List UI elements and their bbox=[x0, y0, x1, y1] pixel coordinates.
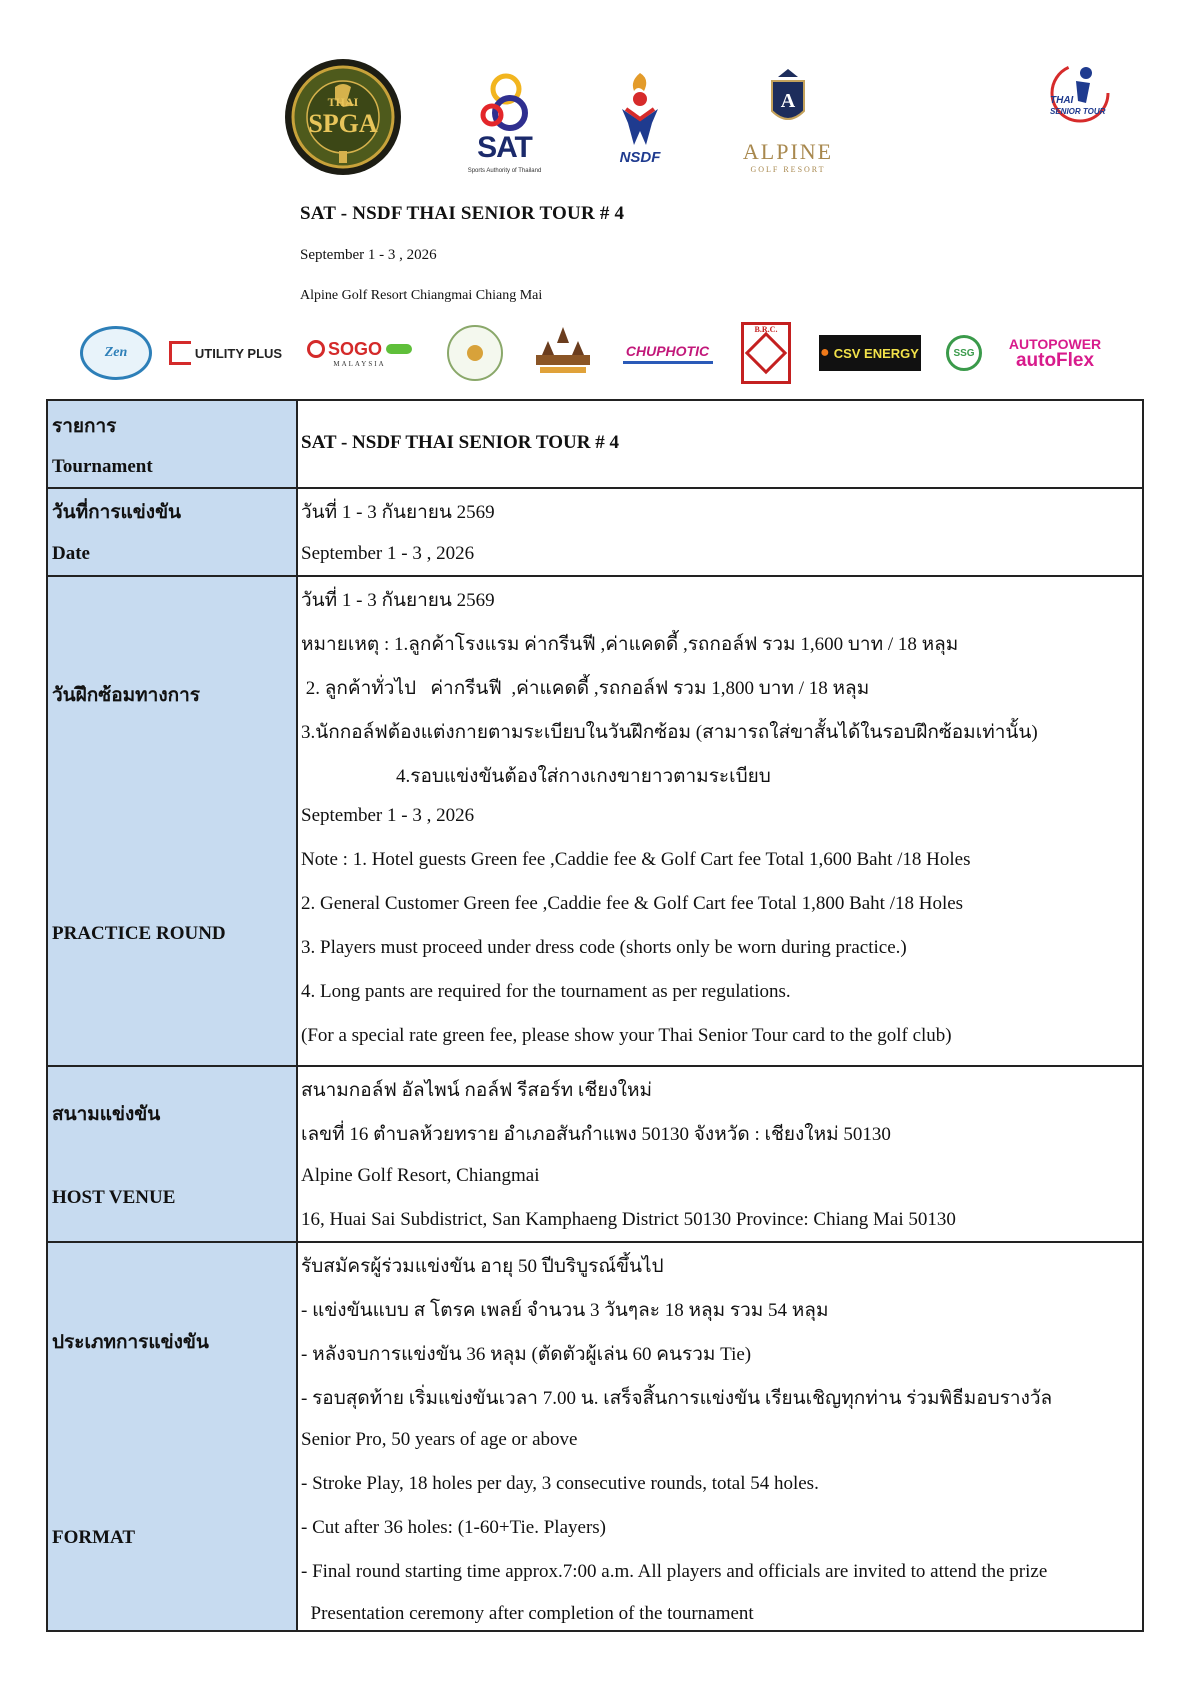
practice-line: หมายเหตุ : 1.ลูกค้าโรงแรม ค่ากรีนฟี ,ค่าแคดดี้ ,รถกอล์ฟ รวม 1,600 บาท / 18 หลุม bbox=[301, 634, 959, 655]
alpine-subtitle: GOLF RESORT bbox=[750, 165, 826, 174]
brc-logo bbox=[738, 318, 794, 388]
sogo-logo bbox=[302, 318, 417, 388]
spga-line1: THAI bbox=[327, 95, 359, 109]
sogo-leaf bbox=[386, 344, 412, 354]
sogo-subtitle: MALAYSIA bbox=[333, 359, 386, 368]
format-line: - Cut after 36 holes: (1-60+Tie. Players) bbox=[301, 1517, 606, 1538]
event-venue: Alpine Golf Resort Chiangmai Chiang Mai bbox=[300, 288, 543, 303]
csv-energy-logo bbox=[817, 318, 922, 388]
flame-icon: ● bbox=[820, 344, 830, 361]
format-line: - Stroke Play, 18 holes per day, 3 consecutive rounds, total 54 holes. bbox=[301, 1473, 819, 1494]
csv-wordmark: CSV ENERGY bbox=[833, 345, 919, 361]
format-line: Senior Pro, 50 years of age or above bbox=[301, 1429, 578, 1450]
practice-line: 3. Players must proceed under dress code (shorts only be worn during practice.) bbox=[301, 937, 907, 958]
practice-label-en: PRACTICE ROUND bbox=[52, 923, 226, 944]
practice-line: (For a special rate green fee, please show your Thai Senior Tour card to the golf club) bbox=[301, 1025, 952, 1046]
tournament-info-table bbox=[46, 399, 1144, 1632]
date-label-en: Date bbox=[52, 543, 90, 564]
tournament-label-en: Tournament bbox=[52, 456, 153, 477]
svg-text:A: A bbox=[780, 90, 796, 112]
row-practice-round bbox=[48, 577, 1142, 1067]
venue-line: สนามกอล์ฟ อัลไพน์ กอล์ฟ รีสอร์ท เชียงใหม่ bbox=[301, 1080, 652, 1101]
venue-line: เลขที่ 16 ตำบลห้วยทราย อำเภอสันกำแพง 50130 จังหวัด : เชียงใหม่ 50130 bbox=[301, 1124, 891, 1145]
utility-plus-logo bbox=[168, 318, 283, 388]
row-format bbox=[48, 1243, 1142, 1630]
practice-line: 3.นักกอล์ฟต้องแต่งกายตามระเบียบในวันฝึกซ้อม (สามารถใส่ขาสั้นได้ในรอบฝึกซ้อมเท่านั้น) bbox=[301, 722, 1038, 743]
practice-line: วันที่ 1 - 3 กันยายน 2569 bbox=[301, 590, 495, 611]
autopower-wordmark: AUTOPOWER bbox=[1008, 335, 1102, 352]
row-venue-value-cell bbox=[298, 1067, 1142, 1241]
date-label-th: วันที่การแข่งขัน bbox=[52, 502, 182, 523]
row-date-label-cell bbox=[48, 489, 298, 575]
practice-line: Note : 1. Hotel guests Green fee ,Caddie fee & Golf Cart fee Total 1,600 Baht /18 Holes bbox=[301, 849, 971, 870]
alpine-wordmark: ALPINE bbox=[742, 139, 834, 164]
chuphotic-wordmark: CHUPHOTIC bbox=[625, 342, 710, 359]
header-logos bbox=[0, 55, 1200, 185]
venue-label-en: HOST VENUE bbox=[52, 1187, 176, 1208]
autopower-autoflex-logo bbox=[1000, 318, 1110, 388]
row-practice-value-cell bbox=[298, 577, 1142, 1065]
zen-wordmark: Zen bbox=[104, 345, 128, 360]
practice-label-th: วันฝึกซ้อมทางการ bbox=[52, 685, 200, 706]
chuphotic-logo bbox=[615, 318, 720, 388]
alpine-logo bbox=[738, 67, 838, 182]
tournament-label-th: รายการ bbox=[52, 416, 117, 437]
venue-label-th: สนามแข่งขัน bbox=[52, 1104, 161, 1125]
row-date bbox=[48, 489, 1142, 577]
sogo-wordmark: SOGO bbox=[327, 338, 382, 359]
ssg-logo bbox=[938, 318, 990, 388]
format-line: - แข่งขันแบบ ส โตรค เพลย์ จำนวน 3 วันๆละ 18 หลุม รวม 54 หลุม bbox=[301, 1300, 829, 1321]
row-tournament-label-cell bbox=[48, 401, 298, 487]
ssg-wordmark: SSG bbox=[953, 347, 975, 359]
format-line: รับสมัครผู้ร่วมแข่งขัน อายุ 50 ปีบริบูรณ์ขึ้นไป bbox=[301, 1256, 664, 1277]
practice-line: 4. Long pants are required for the tournament as per regulations. bbox=[301, 981, 791, 1002]
autoflex-wordmark: autoFlex bbox=[1015, 349, 1095, 371]
row-tournament bbox=[48, 401, 1142, 489]
sogo-mark bbox=[307, 340, 325, 358]
row-tournament-value-cell bbox=[298, 401, 1142, 487]
practice-line: 2. General Customer Green fee ,Caddie fee & Golf Cart fee Total 1,800 Baht /18 Holes bbox=[301, 893, 964, 914]
thai-spga-logo bbox=[283, 57, 403, 177]
format-line: - หลังจบการแข่งขัน 36 หลุม (ตัดตัวผู้เล่น 60 คนรวม Tie) bbox=[301, 1344, 752, 1365]
tst-line2: SENIOR TOUR bbox=[1050, 107, 1106, 116]
nsdf-wordmark: NSDF bbox=[619, 149, 661, 166]
practice-line: September 1 - 3 , 2026 bbox=[301, 805, 475, 826]
row-format-value-cell bbox=[298, 1243, 1142, 1630]
sat-logo bbox=[462, 71, 547, 181]
practice-line: 2. ลูกค้าทั่วไป ค่ากรีนฟี ,ค่าแคดดี้ ,รถกอล์ฟ รวม 1,800 บาท / 18 หลุม bbox=[301, 678, 870, 699]
format-line: - Final round starting time approx.7:00 a.m. All players and officials are invited to attend the prize bbox=[301, 1561, 1048, 1582]
tournament-value: SAT - NSDF THAI SENIOR TOUR # 4 bbox=[301, 432, 619, 453]
chuphotic-underline bbox=[623, 361, 713, 364]
brc-mark bbox=[745, 332, 787, 374]
format-line: - รอบสุดท้าย เริ่มแข่งขันเวลา 7.00 น. เสร็จสิ้นการแข่งขัน เรียนเชิญทุกท่าน ร่วมพิธีมอบรางวัล bbox=[301, 1388, 1053, 1409]
event-title: SAT - NSDF THAI SENIOR TOUR # 4 bbox=[300, 203, 625, 224]
tst-line1: THAI bbox=[1050, 95, 1074, 106]
spga-line2: SPGA bbox=[308, 109, 378, 138]
thai-senior-tour-logo bbox=[1040, 59, 1120, 129]
format-label-th: ประเภทการแข่งขัน bbox=[52, 1332, 209, 1353]
event-dates: September 1 - 3 , 2026 bbox=[300, 247, 437, 263]
row-venue-label-cell bbox=[48, 1067, 298, 1241]
venue-line: 16, Huai Sai Subdistrict, San Kamphaeng District 50130 Province: Chiang Mai 50130 bbox=[301, 1209, 956, 1230]
date-value-en: September 1 - 3 , 2026 bbox=[301, 543, 475, 564]
date-value-th: วันที่ 1 - 3 กันยายน 2569 bbox=[301, 502, 495, 523]
format-line: Presentation ceremony after completion of the tournament bbox=[301, 1603, 754, 1624]
nsdf-logo bbox=[602, 69, 678, 179]
row-format-label-cell bbox=[48, 1243, 298, 1630]
utility-plus-mark bbox=[169, 341, 191, 365]
venue-line: Alpine Golf Resort, Chiangmai bbox=[301, 1165, 540, 1186]
row-practice-label-cell bbox=[48, 577, 298, 1065]
brc-wordmark: B.R.C. bbox=[754, 325, 778, 334]
zen-logo bbox=[80, 318, 152, 388]
row-host-venue bbox=[48, 1067, 1142, 1243]
club-seal-logo bbox=[445, 318, 505, 388]
sat-wordmark: SAT bbox=[477, 131, 532, 164]
format-label-en: FORMAT bbox=[52, 1527, 136, 1548]
sponsor-logos bbox=[70, 318, 1140, 392]
sat-subtitle: Sports Authority of Thailand bbox=[467, 168, 542, 174]
temple-logo bbox=[525, 318, 600, 388]
practice-line: 4.รอบแข่งขันต้องใส่กางเกงขายาวตามระเบียบ bbox=[301, 766, 771, 787]
row-date-value-cell bbox=[298, 489, 1142, 575]
utility-plus-wordmark: UTILITY PLUS bbox=[194, 345, 283, 361]
